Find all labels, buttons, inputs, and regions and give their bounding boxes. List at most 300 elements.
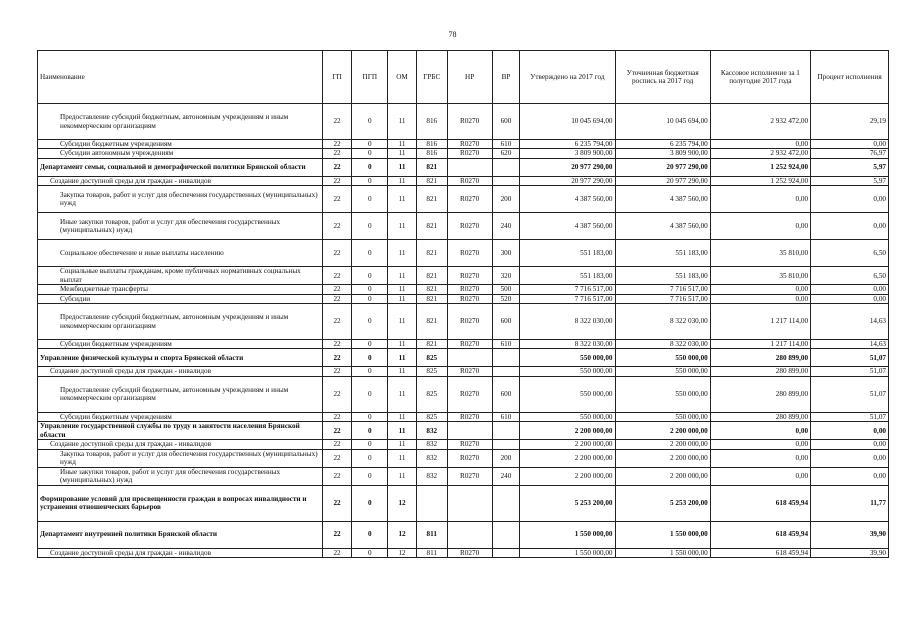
table-row xyxy=(38,485,889,521)
table-cell-percent: 39,90 xyxy=(811,548,889,557)
table-cell-grbs: 816 xyxy=(416,149,447,158)
table-row xyxy=(38,449,889,467)
table-cell-cash: 618 459,94 xyxy=(710,548,810,557)
table-row xyxy=(38,158,889,176)
table-cell-vr: 600 xyxy=(492,104,520,140)
table-cell-refined: 4 387 560,00 xyxy=(615,213,710,240)
table-cell-pgp: 0 xyxy=(352,140,388,149)
table-cell-approved: 1 550 000,00 xyxy=(520,521,615,548)
table-cell-refined: 550 000,00 xyxy=(615,349,710,367)
table-row xyxy=(38,186,889,213)
table-cell-vr: 600 xyxy=(492,376,520,412)
table-cell-vr: 620 xyxy=(492,149,520,158)
table-cell-name: Субсидии бюджетным учреждениям xyxy=(38,340,323,349)
table-row xyxy=(38,412,889,421)
table-cell-name: Департамент внутренней политики Брянской области xyxy=(38,521,323,548)
table-cell-om: 12 xyxy=(388,521,417,548)
table-row xyxy=(38,240,889,267)
table-cell-name: Социальные выплаты гражданам, кроме публичных нормативных социальных выплат xyxy=(38,267,323,285)
table-cell-om: 11 xyxy=(388,240,417,267)
table-cell-om: 11 xyxy=(388,367,417,376)
table-cell-grbs: 821 xyxy=(416,240,447,267)
table-cell-np: R0270 xyxy=(447,267,492,285)
table-cell-np: R0270 xyxy=(447,213,492,240)
table-cell-grbs: 811 xyxy=(416,548,447,557)
table-cell-np xyxy=(447,422,492,440)
table-cell-cash: 2 932 472,00 xyxy=(710,104,810,140)
col-header-gp: ГП xyxy=(322,51,352,104)
table-cell-approved: 550 000,00 xyxy=(520,376,615,412)
table-cell-name: Департамент семьи, социальной и демографической политики Брянской области xyxy=(38,158,323,176)
table-cell-grbs: 832 xyxy=(416,449,447,467)
table-cell-pgp: 0 xyxy=(352,213,388,240)
table-cell-vr: 200 xyxy=(492,449,520,467)
table-row xyxy=(38,340,889,349)
table-cell-om: 11 xyxy=(388,376,417,412)
table-row xyxy=(38,104,889,140)
table-cell-om: 11 xyxy=(388,186,417,213)
table-cell-grbs: 821 xyxy=(416,176,447,185)
table-cell-cash: 618 459,94 xyxy=(710,485,810,521)
table-cell-gp: 22 xyxy=(322,449,352,467)
table-cell-approved: 20 977 290,00 xyxy=(520,158,615,176)
page-number: 78 xyxy=(448,30,457,39)
table-cell-refined: 2 200 000,00 xyxy=(615,440,710,449)
table-cell-percent: 6,50 xyxy=(811,267,889,285)
col-header-approved: Утверждено на 2017 год xyxy=(520,51,615,104)
table-cell-refined: 3 809 900,00 xyxy=(615,149,710,158)
table-cell-grbs: 825 xyxy=(416,412,447,421)
table-cell-grbs: 816 xyxy=(416,140,447,149)
table-cell-gp: 22 xyxy=(322,186,352,213)
table-cell-refined: 5 253 200,00 xyxy=(615,485,710,521)
table-cell-approved: 2 200 000,00 xyxy=(520,440,615,449)
table-cell-percent: 51,07 xyxy=(811,367,889,376)
table-cell-approved: 5 253 200,00 xyxy=(520,485,615,521)
col-header-np: НР xyxy=(447,51,492,104)
table-cell-refined: 20 977 290,00 xyxy=(615,176,710,185)
table-cell-name: Управление государственной службы по труду и занятости населения Брянской области xyxy=(38,422,323,440)
table-cell-name: Создание доступной среды для граждан - инвалидов xyxy=(38,548,323,557)
table-cell-name: Межбюджетные трансферты xyxy=(38,285,323,294)
table-cell-cash: 0,00 xyxy=(710,449,810,467)
table-cell-percent: 0,00 xyxy=(811,294,889,303)
table-row xyxy=(38,440,889,449)
table-cell-pgp: 0 xyxy=(352,176,388,185)
table-cell-percent: 0,00 xyxy=(811,422,889,440)
table-cell-pgp: 0 xyxy=(352,294,388,303)
table-row xyxy=(38,285,889,294)
table-cell-refined: 8 322 030,00 xyxy=(615,340,710,349)
table-cell-cash: 2 932 472,00 xyxy=(710,149,810,158)
table-cell-vr: 500 xyxy=(492,285,520,294)
table-cell-refined: 551 183,00 xyxy=(615,240,710,267)
table-row xyxy=(38,349,889,367)
table-cell-pgp: 0 xyxy=(352,440,388,449)
table-cell-cash: 0,00 xyxy=(710,422,810,440)
table-cell-gp: 22 xyxy=(322,340,352,349)
table-cell-np: R0270 xyxy=(447,412,492,421)
table-cell-percent: 5,97 xyxy=(811,158,889,176)
table-cell-pgp: 0 xyxy=(352,149,388,158)
table-cell-cash: 280 899,00 xyxy=(710,367,810,376)
table-cell-np: R0270 xyxy=(447,186,492,213)
table-cell-name: Закупка товаров, работ и услуг для обеспечения государственных (муниципальных) нужд xyxy=(38,186,323,213)
table-cell-vr xyxy=(492,422,520,440)
table-cell-om: 11 xyxy=(388,340,417,349)
table-cell-pgp: 0 xyxy=(352,412,388,421)
table-cell-refined: 1 550 000,00 xyxy=(615,521,710,548)
table-cell-gp: 22 xyxy=(322,440,352,449)
table-cell-grbs: 821 xyxy=(416,267,447,285)
table-cell-grbs: 832 xyxy=(416,467,447,485)
table-cell-pgp: 0 xyxy=(352,422,388,440)
table-cell-name: Предоставление субсидий бюджетным, автономным учреждениям и иным некоммерческим организациям xyxy=(38,376,323,412)
table-cell-om: 11 xyxy=(388,422,417,440)
table-cell-name: Управление физической культуры и спорта Брянской области xyxy=(38,349,323,367)
table-cell-pgp: 0 xyxy=(352,240,388,267)
table-cell-percent: 0,00 xyxy=(811,285,889,294)
table-cell-percent: 0,00 xyxy=(811,440,889,449)
table-cell-cash: 1 217 114,00 xyxy=(710,304,810,340)
table-cell-vr xyxy=(492,176,520,185)
table-cell-name: Социальное обеспечение и иные выплаты населению xyxy=(38,240,323,267)
table-cell-np: R0270 xyxy=(447,149,492,158)
table-row xyxy=(38,367,889,376)
table-cell-approved: 550 000,00 xyxy=(520,349,615,367)
table-cell-grbs: 816 xyxy=(416,104,447,140)
table-cell-name: Предоставление субсидий бюджетным, автономным учреждениям и иным некоммерческим организациям xyxy=(38,104,323,140)
table-cell-pgp: 0 xyxy=(352,186,388,213)
table-cell-cash: 0,00 xyxy=(710,140,810,149)
table-cell-np xyxy=(447,349,492,367)
table-cell-np xyxy=(447,158,492,176)
table-cell-vr xyxy=(492,349,520,367)
table-cell-approved: 550 000,00 xyxy=(520,367,615,376)
table-cell-approved: 551 183,00 xyxy=(520,240,615,267)
table-cell-gp: 22 xyxy=(322,349,352,367)
table-cell-pgp: 0 xyxy=(352,467,388,485)
table-cell-percent: 14,63 xyxy=(811,340,889,349)
col-header-cash: Кассовое исполнение за 1 полугодие 2017 года xyxy=(710,51,810,104)
table-cell-cash: 1 252 924,00 xyxy=(710,158,810,176)
table-cell-np: R0270 xyxy=(447,449,492,467)
table-cell-pgp: 0 xyxy=(352,340,388,349)
table-cell-approved: 7 716 517,00 xyxy=(520,285,615,294)
col-header-name: Наименование xyxy=(38,51,323,104)
table-cell-name: Субсидии бюджетным учреждениям xyxy=(38,412,323,421)
table-cell-pgp: 0 xyxy=(352,485,388,521)
table-cell-grbs: 825 xyxy=(416,367,447,376)
table-cell-name: Субсидии автономным учреждениям xyxy=(38,149,323,158)
table-cell-approved: 10 045 694,00 xyxy=(520,104,615,140)
table-cell-name: Создание доступной среды для граждан - инвалидов xyxy=(38,176,323,185)
table-cell-grbs: 825 xyxy=(416,349,447,367)
col-header-om: ОМ xyxy=(388,51,417,104)
table-cell-vr: 300 xyxy=(492,240,520,267)
table-row xyxy=(38,149,889,158)
table-cell-vr xyxy=(492,367,520,376)
table-cell-cash: 35 810,00 xyxy=(710,240,810,267)
table-cell-name: Создание доступной среды для граждан - инвалидов xyxy=(38,440,323,449)
table-cell-om: 11 xyxy=(388,304,417,340)
table-cell-name: Формирование условий для просвещенности граждан в вопросах инвалидности и устранения отношенческих барьеров xyxy=(38,485,323,521)
col-header-pgp: ПГП xyxy=(352,51,388,104)
table-cell-np: R0270 xyxy=(447,340,492,349)
table-cell-approved: 2 200 000,00 xyxy=(520,422,615,440)
table-cell-pgp: 0 xyxy=(352,267,388,285)
table-cell-om: 11 xyxy=(388,349,417,367)
table-cell-vr xyxy=(492,485,520,521)
col-header-vr: ВР xyxy=(492,51,520,104)
table-cell-name: Субсидии xyxy=(38,294,323,303)
table-cell-cash: 0,00 xyxy=(710,213,810,240)
table-cell-pgp: 0 xyxy=(352,449,388,467)
table-cell-gp: 22 xyxy=(322,213,352,240)
table-cell-gp: 22 xyxy=(322,422,352,440)
table-cell-gp: 22 xyxy=(322,267,352,285)
table-cell-cash: 618 459,94 xyxy=(710,521,810,548)
table-cell-percent: 29,19 xyxy=(811,104,889,140)
table-cell-gp: 22 xyxy=(322,158,352,176)
table-cell-refined: 10 045 694,00 xyxy=(615,104,710,140)
table-cell-vr: 240 xyxy=(492,213,520,240)
table-cell-approved: 4 387 560,00 xyxy=(520,186,615,213)
table-cell-approved: 551 183,00 xyxy=(520,267,615,285)
table-cell-pgp: 0 xyxy=(352,521,388,548)
table-cell-percent: 0,00 xyxy=(811,140,889,149)
table-cell-cash: 280 899,00 xyxy=(710,412,810,421)
table-cell-pgp: 0 xyxy=(352,367,388,376)
table-cell-vr: 200 xyxy=(492,186,520,213)
table-cell-np: R0270 xyxy=(447,548,492,557)
col-header-percent: Процент исполнения xyxy=(811,51,889,104)
table-cell-gp: 22 xyxy=(322,149,352,158)
table-cell-gp: 22 xyxy=(322,548,352,557)
table-cell-percent: 11,77 xyxy=(811,485,889,521)
table-cell-np: R0270 xyxy=(447,376,492,412)
table-cell-cash: 0,00 xyxy=(710,285,810,294)
table-cell-vr: 240 xyxy=(492,467,520,485)
table-row xyxy=(38,422,889,440)
table-cell-pgp: 0 xyxy=(352,548,388,557)
table-cell-vr xyxy=(492,521,520,548)
table-cell-approved: 6 235 794,00 xyxy=(520,140,615,149)
table-cell-om: 11 xyxy=(388,449,417,467)
table-cell-name: Закупка товаров, работ и услуг для обеспечения государственных (муниципальных) нужд xyxy=(38,449,323,467)
table-cell-refined: 4 387 560,00 xyxy=(615,186,710,213)
table-cell-np: R0270 xyxy=(447,176,492,185)
table-cell-gp: 22 xyxy=(322,485,352,521)
table-cell-om: 12 xyxy=(388,548,417,557)
table-cell-refined: 20 977 290,00 xyxy=(615,158,710,176)
col-header-refined: Уточненная бюджетная роспись на 2017 год xyxy=(615,51,710,104)
table-cell-np: R0270 xyxy=(447,240,492,267)
table-cell-np xyxy=(447,521,492,548)
table-cell-grbs: 811 xyxy=(416,521,447,548)
table-cell-np: R0270 xyxy=(447,440,492,449)
table-row xyxy=(38,140,889,149)
table-cell-om: 11 xyxy=(388,158,417,176)
table-cell-cash: 0,00 xyxy=(710,186,810,213)
table-header-row xyxy=(38,51,889,104)
table-cell-np xyxy=(447,485,492,521)
table-cell-approved: 1 550 000,00 xyxy=(520,548,615,557)
table-row xyxy=(38,467,889,485)
table-cell-refined: 8 322 030,00 xyxy=(615,304,710,340)
table-cell-approved: 3 809 900,00 xyxy=(520,149,615,158)
table-cell-refined: 550 000,00 xyxy=(615,376,710,412)
table-cell-gp: 22 xyxy=(322,294,352,303)
table-row xyxy=(38,213,889,240)
table-cell-np: R0270 xyxy=(447,140,492,149)
table-cell-vr xyxy=(492,440,520,449)
table-cell-om: 11 xyxy=(388,294,417,303)
table-cell-pgp: 0 xyxy=(352,376,388,412)
table-cell-pgp: 0 xyxy=(352,158,388,176)
table-cell-cash: 280 899,00 xyxy=(710,349,810,367)
table-cell-vr: 600 xyxy=(492,304,520,340)
table-cell-grbs: 825 xyxy=(416,376,447,412)
table-cell-cash: 280 899,00 xyxy=(710,376,810,412)
table-cell-np: R0270 xyxy=(447,304,492,340)
table-cell-grbs: 821 xyxy=(416,304,447,340)
table-cell-percent: 0,00 xyxy=(811,213,889,240)
table-cell-gp: 22 xyxy=(322,367,352,376)
table-cell-percent: 39,90 xyxy=(811,521,889,548)
table-cell-grbs: 832 xyxy=(416,422,447,440)
table-cell-percent: 14,63 xyxy=(811,304,889,340)
table-cell-name: Предоставление субсидий бюджетным, автономным учреждениям и иным некоммерческим организациям xyxy=(38,304,323,340)
table-cell-refined: 1 550 000,00 xyxy=(615,548,710,557)
table-cell-refined: 7 716 517,00 xyxy=(615,294,710,303)
table-cell-gp: 22 xyxy=(322,376,352,412)
table-cell-vr: 320 xyxy=(492,267,520,285)
table-cell-om: 12 xyxy=(388,485,417,521)
table-cell-vr xyxy=(492,158,520,176)
table-cell-gp: 22 xyxy=(322,285,352,294)
table-cell-refined: 551 183,00 xyxy=(615,267,710,285)
table-cell-grbs: 832 xyxy=(416,440,447,449)
table-cell-refined: 2 200 000,00 xyxy=(615,449,710,467)
table-cell-om: 11 xyxy=(388,104,417,140)
table-cell-percent: 76,97 xyxy=(811,149,889,158)
table-cell-np: R0270 xyxy=(447,294,492,303)
table-cell-om: 11 xyxy=(388,149,417,158)
table-cell-pgp: 0 xyxy=(352,304,388,340)
table-cell-name: Создание доступной среды для граждан - инвалидов xyxy=(38,367,323,376)
table-cell-percent: 0,00 xyxy=(811,186,889,213)
table-cell-pgp: 0 xyxy=(352,104,388,140)
table-cell-vr: 520 xyxy=(492,294,520,303)
budget-table xyxy=(37,50,889,558)
table-cell-name: Иные закупки товаров, работ и услуг для обеспечения государственных (муниципальных) нужд xyxy=(38,213,323,240)
table-cell-grbs xyxy=(416,485,447,521)
table-cell-approved: 4 387 560,00 xyxy=(520,213,615,240)
table-cell-gp: 22 xyxy=(322,104,352,140)
table-cell-refined: 6 235 794,00 xyxy=(615,140,710,149)
table-row xyxy=(38,294,889,303)
table-cell-om: 11 xyxy=(388,213,417,240)
table-cell-om: 11 xyxy=(388,440,417,449)
table-cell-grbs: 821 xyxy=(416,186,447,213)
table-cell-grbs: 821 xyxy=(416,340,447,349)
table-cell-refined: 2 200 000,00 xyxy=(615,467,710,485)
table-cell-name: Иные закупки товаров, работ и услуг для обеспечения государственных (муниципальных) нужд xyxy=(38,467,323,485)
table-row xyxy=(38,267,889,285)
table-cell-cash: 0,00 xyxy=(710,467,810,485)
table-cell-cash: 1 252 924,00 xyxy=(710,176,810,185)
table-cell-gp: 22 xyxy=(322,521,352,548)
table-cell-cash: 0,00 xyxy=(710,294,810,303)
table-cell-gp: 22 xyxy=(322,140,352,149)
table-cell-approved: 7 716 517,00 xyxy=(520,294,615,303)
table-cell-om: 11 xyxy=(388,176,417,185)
table-cell-vr xyxy=(492,548,520,557)
table-cell-cash: 0,00 xyxy=(710,440,810,449)
table-cell-om: 11 xyxy=(388,140,417,149)
table-cell-cash: 35 810,00 xyxy=(710,267,810,285)
table-cell-approved: 8 322 030,00 xyxy=(520,304,615,340)
table-cell-approved: 8 322 030,00 xyxy=(520,340,615,349)
table-cell-vr: 610 xyxy=(492,340,520,349)
table-cell-percent: 51,07 xyxy=(811,412,889,421)
table-cell-np: R0270 xyxy=(447,104,492,140)
col-header-grbs: ГРБС xyxy=(416,51,447,104)
table-cell-percent: 0,00 xyxy=(811,449,889,467)
table-cell-om: 11 xyxy=(388,267,417,285)
table-cell-vr: 610 xyxy=(492,140,520,149)
table-cell-pgp: 0 xyxy=(352,285,388,294)
table-cell-om: 11 xyxy=(388,412,417,421)
table-cell-refined: 550 000,00 xyxy=(615,367,710,376)
table-cell-cash: 1 217 114,00 xyxy=(710,340,810,349)
table-cell-gp: 22 xyxy=(322,304,352,340)
table-cell-approved: 2 200 000,00 xyxy=(520,467,615,485)
table-cell-grbs: 821 xyxy=(416,213,447,240)
table-cell-refined: 550 000,00 xyxy=(615,412,710,421)
table-row xyxy=(38,521,889,548)
table-row xyxy=(38,376,889,412)
table-cell-gp: 22 xyxy=(322,176,352,185)
table-cell-pgp: 0 xyxy=(352,349,388,367)
table-cell-percent: 51,07 xyxy=(811,349,889,367)
table-cell-grbs: 821 xyxy=(416,294,447,303)
table-cell-np: R0270 xyxy=(447,367,492,376)
table-cell-gp: 22 xyxy=(322,412,352,421)
table-cell-om: 11 xyxy=(388,467,417,485)
table-cell-om: 11 xyxy=(388,285,417,294)
table-row xyxy=(38,548,889,557)
table-row xyxy=(38,304,889,340)
table-cell-vr: 610 xyxy=(492,412,520,421)
table-cell-name: Субсидии бюджетным учреждениям xyxy=(38,140,323,149)
table-cell-approved: 550 000,00 xyxy=(520,412,615,421)
table-cell-gp: 22 xyxy=(322,467,352,485)
table-cell-approved: 20 977 290,00 xyxy=(520,176,615,185)
table-cell-grbs: 821 xyxy=(416,285,447,294)
table-cell-approved: 2 200 000,00 xyxy=(520,449,615,467)
table-cell-gp: 22 xyxy=(322,240,352,267)
table-cell-percent: 51,07 xyxy=(811,376,889,412)
table-row xyxy=(38,176,889,185)
table-cell-refined: 2 200 000,00 xyxy=(615,422,710,440)
table-cell-grbs: 821 xyxy=(416,158,447,176)
table-cell-percent: 0,00 xyxy=(811,467,889,485)
table-cell-refined: 7 716 517,00 xyxy=(615,285,710,294)
table-cell-np: R0270 xyxy=(447,285,492,294)
table-cell-percent: 6,50 xyxy=(811,240,889,267)
